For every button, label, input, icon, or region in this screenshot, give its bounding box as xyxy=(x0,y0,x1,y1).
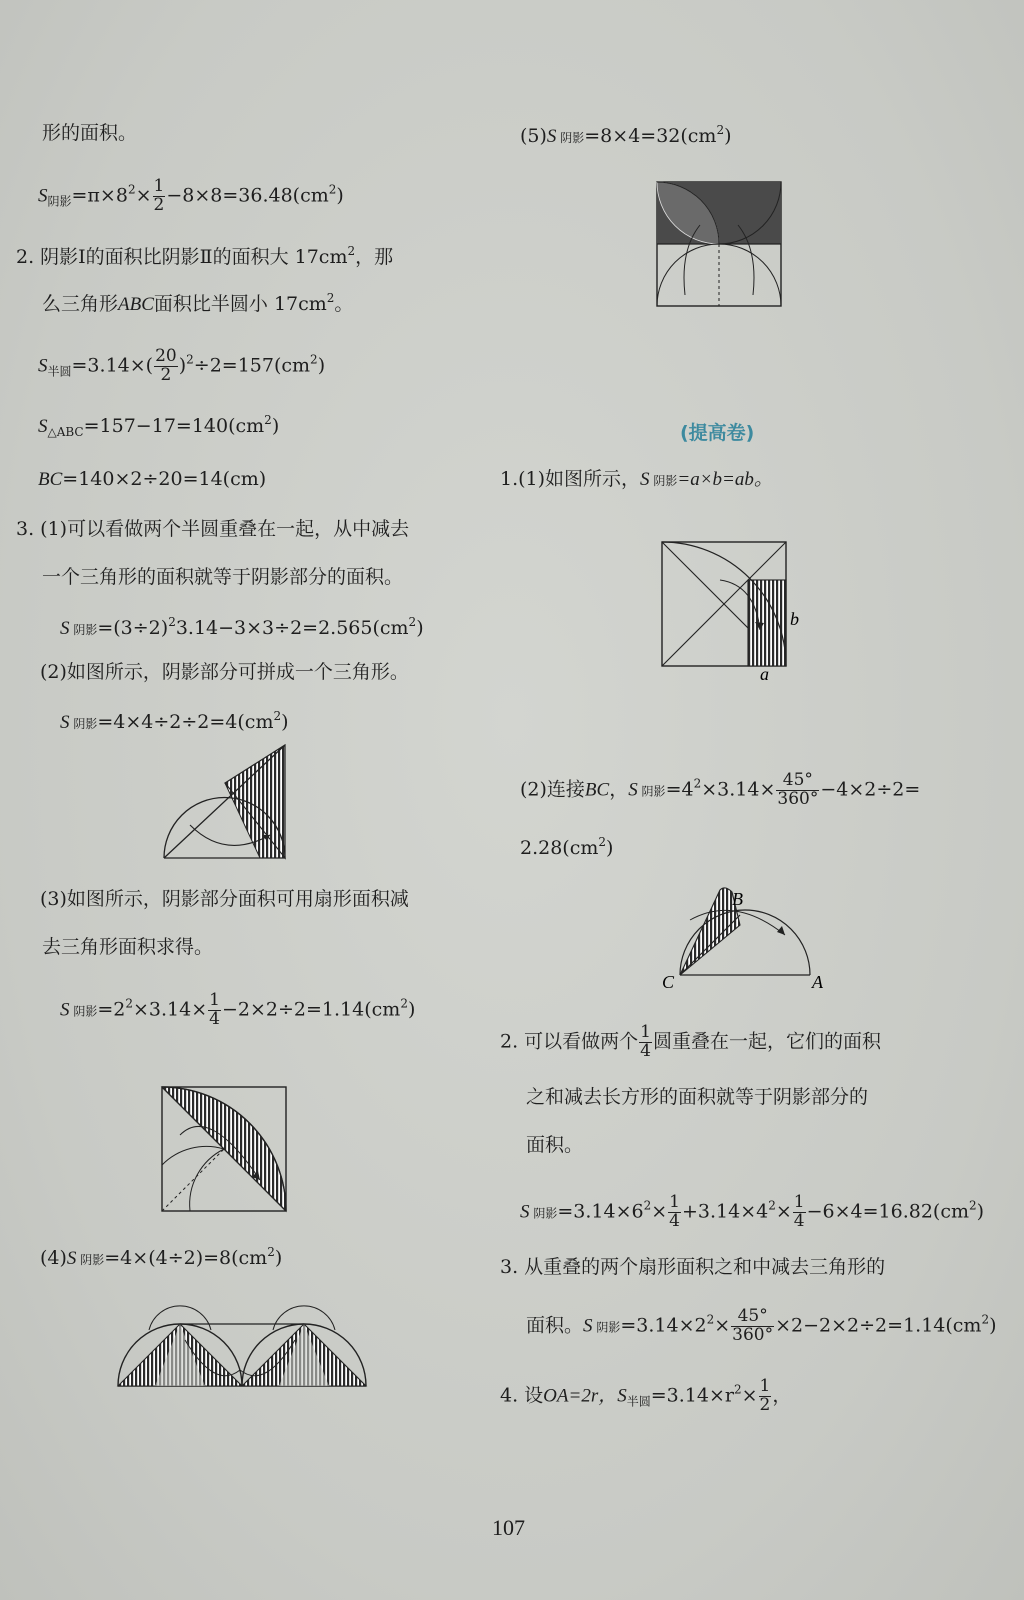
formula-line: BC=140×2÷20=14(cm) xyxy=(38,468,267,490)
section-title: (提高卷) xyxy=(680,422,755,444)
figure-3-3 xyxy=(160,1085,290,1215)
formula-line: $2.28(cm^2)$ xyxy=(520,835,614,859)
label-C: C xyxy=(662,972,675,992)
formula-line: $S_{阴影}=\pi\times 8^2\times$ $\frac{1}{2}$ $-8\times 8=36.48(cm^2)$ xyxy=(38,176,344,215)
text-line: 去三角形面积求得。 xyxy=(42,936,214,958)
figure-t1-1 xyxy=(660,540,800,684)
label-a: a xyxy=(760,664,769,684)
text-line: (3)如图所示，阴影部分面积可用扇形面积减 xyxy=(40,888,409,910)
formula-line: 1.(1)如图所示，S 阴影=a×b=ab。 xyxy=(500,468,773,490)
formula-line: $S_{\triangle ABC}=157-17=140(cm^2)$ xyxy=(38,413,280,439)
text-line: (2)如图所示，阴影部分可拼成一个三角形。 xyxy=(40,661,409,683)
page-number: 107 xyxy=(492,1515,525,1540)
text-line: 一个三角形的面积就等于阴影部分的面积。 xyxy=(42,566,404,588)
text-line: 么三角形ABC面积比半圆小 $17cm^2$。 xyxy=(42,291,354,315)
formula-line: S 阴影$=4\times 4\div 2\div 2=4(cm^2)$ xyxy=(60,709,289,733)
figure-3-2 xyxy=(150,740,300,880)
label-b: b xyxy=(790,609,799,629)
text-line: 3. 从重叠的两个扇形面积之和中减去三角形的 xyxy=(500,1256,886,1278)
figure-3-4 xyxy=(115,1300,370,1390)
formula-line: $S_{半圆}=3.14\times$( $\frac{20}{2}$ )$^2\div 2=157(cm^2)$ xyxy=(38,346,326,385)
formula-line: (2)连接BC，S 阴影$=4^2\times 3.14\times$ $\frac{45^\circ}{360^\circ}$ −4×2÷2= xyxy=(520,770,921,809)
formula-line: 4. 设OA=2r，$S_{半圆}=3.14\times r^2\times$ $\frac{1}{2}$ ， xyxy=(500,1376,792,1415)
formula-line: (4)S 阴影$=4\times(4\div 2)=8(cm^2)$ xyxy=(40,1245,283,1269)
figure-5 xyxy=(655,180,783,308)
label-B: B xyxy=(732,889,743,909)
text-line: 形的面积。 xyxy=(42,122,138,144)
text-line: 面积。 xyxy=(526,1134,584,1156)
label-A: A xyxy=(812,972,823,992)
text-line: 3. (1)可以看做两个半圆重叠在一起，从中减去 xyxy=(16,518,410,540)
formula-line: S 阴影$=3.14\times 6^2\times$ $\frac{1}{4}$ $+3.14\times 4^2\times$ $\frac{1}{4}$ $-6\times 4=16.82(cm^2)$ xyxy=(520,1192,985,1231)
text-line: 2. 阴影Ⅰ的面积比阴影Ⅱ的面积大 $17cm^2$，那 xyxy=(16,244,394,268)
figure-t1-2 xyxy=(650,880,830,990)
formula-line: S 阴影$=(3\div 2)^23.14-3\times 3\div 2=2.565(cm^2)$ xyxy=(60,615,424,639)
text-line: 之和减去长方形的面积就等于阴影部分的 xyxy=(526,1086,869,1108)
text-line: 2. 可以看做两个 $\frac{1}{4}$ 圆重叠在一起，它们的面积 xyxy=(500,1022,882,1061)
formula-line: (5)S 阴影$=8\times 4=32(cm^2)$ xyxy=(520,123,732,147)
formula-line: 面积。S 阴影$=3.14\times 2^2\times$ $\frac{45^\circ}{360^\circ}$ $\times 2-2\times 2\div 2=1.14(cm^2)$ xyxy=(526,1306,997,1345)
formula-line: S 阴影$=2^2\times 3.14\times$ $\frac{1}{4}$ $-2\times 2\div 2=1.14(cm^2)$ xyxy=(60,990,416,1029)
